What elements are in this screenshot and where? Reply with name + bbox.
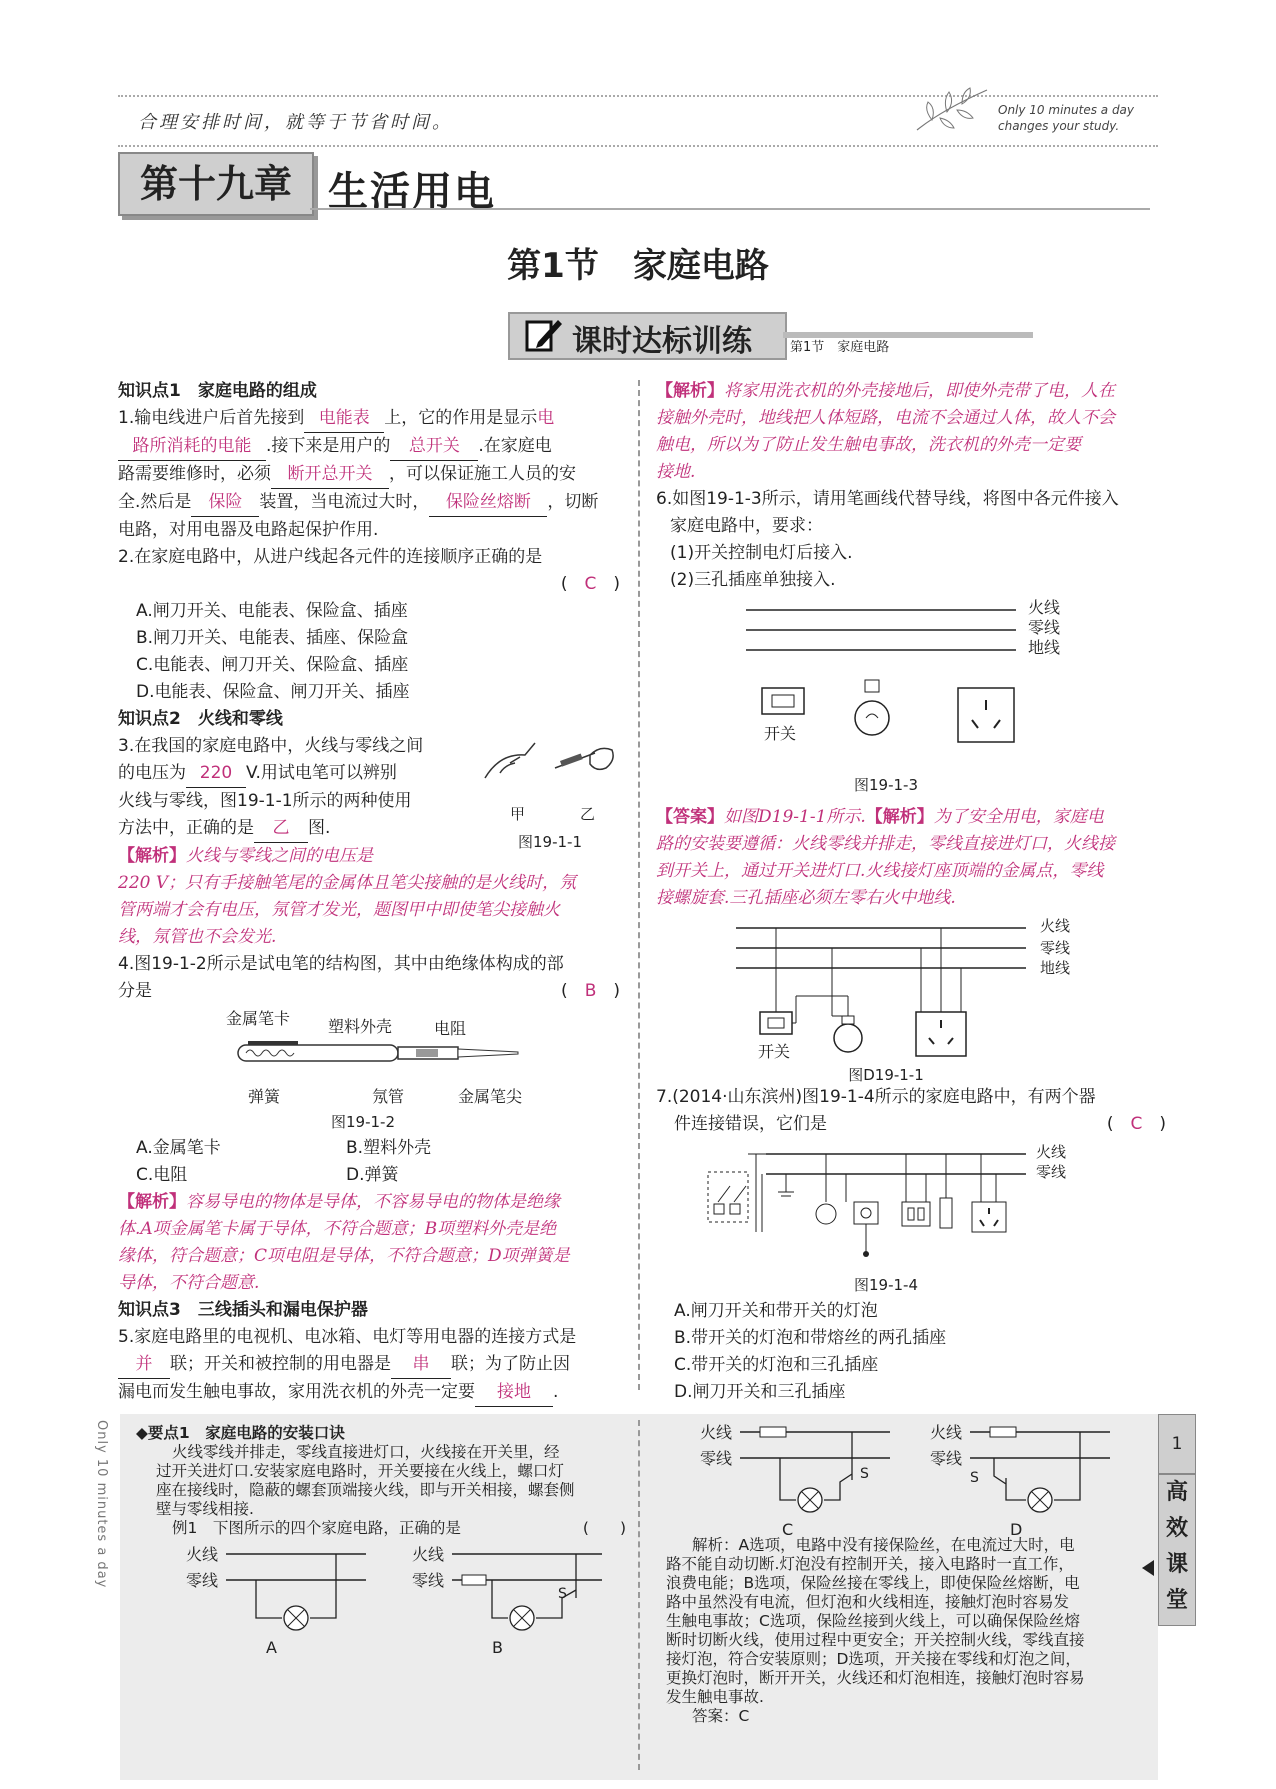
- knowledge-point-1: 知识点1 家庭电路的组成: [118, 381, 317, 401]
- bottom-right-analysis: 解析：A选项，电路中没有接保险丝，在电流过大时，电 路不能自动切断.灯泡没有控制开关，接入电路时一直工作， 浪费电能；B选项，保险丝接在零线上，即使保险丝熔断，电 路中虽然没有电流，但灯泡和火线相连，接触灯泡时容易发 生触电事故；C选项，保险丝接到火线上，可以确保保险丝熔 断时切断火线，使用过程中更安全；开关控制火线，零线直接 接灯泡，符合安装原则；D选项，开关接在零线和灯泡之间， 更换灯泡时，断开开关，火线还和灯泡相连，接触灯泡时容易 发生触电事故. 答案：C: [666, 1536, 1146, 1726]
- q2-option-b[interactable]: B.闸刀开关、电能表、插座、保险盒: [136, 628, 409, 648]
- fig4-label-live: 火线: [1036, 1143, 1067, 1161]
- tab-arrow-icon: [1142, 1560, 1154, 1576]
- q1-blank-3[interactable]: 总开关: [390, 433, 478, 461]
- fig-19-1-4-wiring: [706, 1142, 1036, 1272]
- fig-label-yi: 乙: [580, 805, 596, 823]
- q4-options-row-1: [118, 1135, 620, 1162]
- q4-options-row-2: [118, 1162, 620, 1189]
- q2-option-c[interactable]: C.电能表、闸刀开关、保险盒、插座: [136, 655, 409, 675]
- question-1: 1.输电线进户后首先接到 电能表 上，它的作用是显示电 路所消耗的电能 .接下来是用户的 总开关 .在家庭电 路需要维修时，必须 断开总开关 ，可以保证施工人员的安 全.然后是 保险 装置，当电流过大时， 保险丝熔断 ，切断 电路，对用电器及电路起保护作用.: [118, 405, 620, 544]
- q4-option-a[interactable]: A.金属笔卡: [136, 1138, 221, 1158]
- section-title: 第1节 家庭电路: [507, 246, 769, 286]
- fig-19-1-3-caption: 图19-1-3: [854, 776, 918, 794]
- bulb-icon: [852, 678, 892, 748]
- q7-answer: C: [1130, 1114, 1143, 1134]
- q3-blank-voltage[interactable]: 220: [186, 760, 246, 788]
- question-2: 2.在家庭电路中，从进户线起各元件的连接顺序正确的是: [118, 547, 543, 567]
- fig-19-1-4: [656, 1138, 1166, 1298]
- circuit-d[interactable]: 火线 零线 S D: [930, 1420, 1130, 1540]
- q5-blank-3[interactable]: 接地: [475, 1379, 553, 1407]
- left-column: 知识点1 家庭电路的组成 1.输电线进户后首先接到 电能表 上，它的作用是显示电 路所消耗的电能 .接下来是用户的 总开关 .在家庭电 路需要维修时，必须 断开总开关 ，可以保证施工人员的安 全.然后是 保险 装置，当电流过大时， 保险丝熔断 ，切断 电路，对用电器及电路起保护作用. 2.在家庭电路中，从进户线起各元件的连接顺序正确的是 ( C ) A.闸刀开关、电能表、保险盒、插座 B.闸刀开关、电能表、插座、保险盒 C.电能表、闸刀开关、保险盒、插座 D.电能表、保险盒、闸刀开关、插座 知识点2 火线和零线 3.在我国的家庭电路中，火线与零线之间 的电压为 220 V.用试电笔可以辨别 火线与零线，图19-1-1所示的两种使用 方法中，正确的是 乙 图. 甲 乙 图19-1-1 【解析】火线与零线之间的电压是 220 V；只有手接触笔尾的金属体且笔尖接触的是火线时，氖 管两端才会有电压，氖管才发光，题图甲中即使笔尖接触火 线，氖管也不会发光. 4.图19-1-2所示是试电笔的结构图，其中由绝缘体构成的部 分是 ( B ) 金属笔卡 塑料外壳 电阻 弹簧 氖管 金属笔尖 图19-1-2 A.金属笔卡 B.塑料外壳 C.电阻 D.弹簧 【解析】容易导电的物体是导体，不容易导电的物体是绝缘 体.A项金属笔卡属于导体，不符合题意；B项塑料外壳是绝 缘体，符合题意；C项电阻是导体，不符合题意；D项弹簧是 导体，不符合题意. 知识点3 三线插头和漏电保护器 5.家庭电路里的电视机、电冰箱、电灯等用电器的连接方式是 并 联；开关和被控制的用电器是 串 联；为了防止因 漏电而发生触电事故，家用洗衣机的外壳一定要 接地 .: [118, 378, 620, 1407]
- knowledge-point-3: 知识点3 三线插头和漏电保护器: [118, 1300, 368, 1320]
- banner-sub: 第1节 家庭电路: [790, 340, 890, 355]
- fig4-label-neutral: 零线: [1036, 1163, 1067, 1181]
- circuit-c-diagram: [740, 1420, 900, 1520]
- chapter-box: [118, 152, 314, 216]
- question-3: 3.在我国的家庭电路中，火线与零线之间 的电压为 220 V.用试电笔可以辨别 火线与零线，图19-1-1所示的两种使用 方法中，正确的是 乙 图. 甲 乙 图19-1-1 【解析】火线与零线之间的电压是 220 V；只有手接触笔尾的金属体且笔尖接触的是火线时，氖 管两端才会有电压，氖管才发光，题图甲中即使笔尖接触火 线，氖管也不会发光.: [118, 733, 620, 951]
- banner-title: 课时达标训练: [572, 324, 752, 359]
- example-1: 例1 下图所示的四个家庭电路，正确的是 ( ): [172, 1519, 626, 1537]
- circuit-a[interactable]: 火线 零线 A: [186, 1542, 376, 1652]
- label-neon-tube: 氖管: [372, 1087, 405, 1106]
- fig-d19-1-1-caption: 图D19-1-1: [848, 1066, 924, 1084]
- q4-option-b[interactable]: B.塑料外壳: [346, 1138, 432, 1158]
- question-5: 5.家庭电路里的电视机、电冰箱、电灯等用电器的连接方式是 并 联；开关和被控制的用电器是 串 联；为了防止因 漏电而发生触电事故，家用洗衣机的外壳一定要 接地 .: [118, 1324, 620, 1407]
- q3-blank-answer[interactable]: 乙: [254, 815, 308, 843]
- label-neutral-wire: 零线: [1028, 618, 1061, 637]
- q2-option-a[interactable]: A.闸刀开关、电能表、保险盒、插座: [136, 601, 408, 621]
- fig-19-1-3: [656, 594, 1166, 804]
- switch-icon: [760, 686, 806, 716]
- q4-answer-line: 分是 ( B ): [118, 981, 620, 1001]
- q7-option-b[interactable]: B.带开关的灯泡和带熔丝的两孔插座: [674, 1328, 947, 1348]
- q1-blank-4[interactable]: 断开总开关: [271, 461, 389, 489]
- d-label-ground: 地线: [1040, 959, 1071, 977]
- fig-19-1-3-lines: [746, 604, 1016, 654]
- side-vertical-text: Only 10 minutes a day: [94, 1420, 109, 1589]
- label-ground-wire: 地线: [1028, 638, 1061, 657]
- q2-option-d[interactable]: D.电能表、保险盒、闸刀开关、插座: [136, 682, 410, 702]
- knowledge-point-2: 知识点2 火线和零线: [118, 709, 283, 729]
- side-tab: 高 效 课 堂: [1158, 1474, 1196, 1626]
- circuit-d-label: D: [1010, 1520, 1023, 1539]
- question-6: 6.如图19-1-3所示，请用笔画线代替导线，将图中各元件接入: [656, 489, 1119, 509]
- fig-19-1-2-caption: 图19-1-2: [331, 1113, 395, 1131]
- q7-option-c[interactable]: C.带开关的灯泡和三孔插座: [674, 1355, 879, 1375]
- fig-19-1-4-caption: 图19-1-4: [854, 1276, 918, 1294]
- q7-option-a[interactable]: A.闸刀开关和带开关的灯泡: [674, 1301, 878, 1321]
- column-divider: [638, 380, 640, 1390]
- q5-blank-2[interactable]: 串: [391, 1351, 451, 1379]
- fig-label-jia: 甲: [510, 805, 526, 823]
- chapter-rule: [310, 208, 1150, 210]
- q4-option-d[interactable]: D.弹簧: [346, 1165, 399, 1185]
- test-pen-drawing: [228, 1033, 528, 1073]
- circuit-d-diagram: [970, 1420, 1120, 1520]
- label-live-wire: 火线: [1028, 598, 1061, 617]
- circuit-c-label: C: [782, 1520, 794, 1539]
- d-label-live: 火线: [1040, 917, 1071, 935]
- banner: [508, 312, 787, 360]
- circuit-a-label: A: [266, 1638, 277, 1657]
- q1-blank-6[interactable]: 保险丝熔断: [429, 489, 547, 517]
- circuit-a-diagram: [226, 1542, 376, 1632]
- banner-rule: [783, 332, 1033, 338]
- fig-d19-1-1: [656, 912, 1166, 1084]
- fig-19-1-1-caption: 图19-1-1: [518, 833, 582, 851]
- header-slogan-1: Only 10 minutes a day: [998, 103, 1135, 117]
- header-motto: 合理安排时间，就等于节省时间。: [138, 112, 453, 133]
- label-spring: 弹簧: [248, 1087, 281, 1106]
- leaf-decoration-icon: [912, 80, 992, 140]
- d-label-neutral: 零线: [1040, 939, 1071, 957]
- d-label-switch: 开关: [758, 1042, 791, 1061]
- label-plastic-shell: 塑料外壳: [328, 1017, 393, 1036]
- key-point-1: ◆要点1 家庭电路的安装口诀: [136, 1424, 345, 1442]
- label-switch: 开关: [764, 724, 797, 743]
- q1-blank-2[interactable]: 路所消耗的电能: [118, 433, 266, 461]
- q2-answer: C: [584, 574, 597, 594]
- example-answer: 答案：C: [692, 1707, 750, 1725]
- q1-blank-1[interactable]: 电能表: [304, 405, 384, 433]
- label-metal-clip: 金属笔卡: [226, 1009, 291, 1028]
- header-slogan-2: changes your study.: [998, 119, 1120, 133]
- chapter-label: 第十九章: [139, 162, 292, 206]
- page-number-box: [1158, 1414, 1196, 1474]
- q2-answer-line: ( C ): [560, 574, 620, 594]
- question-4: 4.图19-1-2所示是试电笔的结构图，其中由绝缘体构成的部: [118, 954, 564, 974]
- label-metal-tip: 金属笔尖: [458, 1087, 523, 1106]
- q4-option-c[interactable]: C.电阻: [136, 1165, 188, 1185]
- bottom-left: ◆要点1 家庭电路的安装口诀 火线零线并排走，零线直接进灯口，火线接在开关里，经 过开关进灯口.安装家庭电路时，开关要接在火线上，螺口灯 座在接线时，隐蔽的螺套顶端接火线，即与开关相接，螺套侧 壁与零线相接. 例1 下图所示的四个家庭电路，正确的是 ( ): [136, 1424, 626, 1537]
- question-7: 7.(2014·山东滨州)图19-1-4所示的家庭电路中，有两个器: [656, 1087, 1096, 1107]
- three-hole-socket-icon: [956, 686, 1016, 744]
- q5-analysis: 【解析】将家用洗衣机的外壳接地后，即使外壳带了电，人在: [656, 381, 1115, 401]
- circuit-c[interactable]: 火线 零线 S C: [700, 1420, 900, 1540]
- circuit-b-diagram: [452, 1542, 612, 1632]
- pencil-note-icon: [524, 316, 564, 356]
- label-resistor: 电阻: [434, 1019, 467, 1038]
- q7-option-d[interactable]: D.闸刀开关和三孔插座: [674, 1382, 846, 1402]
- test-pen-structure-figure: [118, 1005, 620, 1135]
- q4-answer: B: [584, 981, 597, 1001]
- right-column: 【解析】将家用洗衣机的外壳接地后，即使外壳带了电，人在 接触外壳时，地线把人体短路，电流不会通过人体，故人不会 触电，所以为了防止发生触电事故，洗衣机的外壳一定要 接地. 6.如图19-1-3所示，请用笔画线代替导线，将图中各元件接入 家庭电路中，要求： (1)开关控制电灯后接入. (2)三孔插座单独接入. 火线 零线 地线 开关 图19-1-3 【答案】如图D19-1-1所示.【解析】为了安全用电，家庭电 路的安装要遵循：火线零线并排走，零线直接进灯口，火线接 到开关上，通过开关进灯口.火线接灯座顶端的金属点，零线 接螺旋套.三孔插座必须左零右火中地线. 火线 零线 地线 开关 图D19-1-1 7.(2014·山东滨州)图19-1-4所示的家庭电路中，有两个器 件连接错误，它们是 ( C ) 火线 零线 图19-1-4 A.闸刀开关和带开关的灯泡 B.带开关的灯泡和带熔丝的两孔插座 C.带开关的灯泡和三孔插座 D.闸刀开关和三孔插座: [656, 378, 1166, 1406]
- chapter-title: 生活用电: [328, 169, 496, 215]
- q6-answer: 【答案】如图D19-1-1所示.【解析】为了安全用电，家庭电: [656, 807, 1104, 827]
- bottom-divider: [638, 1420, 640, 1770]
- page-number: 1: [1171, 1434, 1183, 1454]
- q7-answer-line: 件连接错误，它们是 ( C ): [674, 1114, 1166, 1134]
- circuit-b[interactable]: 火线 零线 S B: [412, 1542, 612, 1652]
- circuit-b-label: B: [492, 1638, 503, 1657]
- q1-blank-5[interactable]: 保险: [191, 489, 259, 517]
- q4-analysis: 【解析】容易导电的物体是导体，不容易导电的物体是绝缘: [118, 1192, 560, 1212]
- test-pen-hands-figure: [480, 733, 620, 793]
- q5-blank-1[interactable]: 并: [118, 1351, 170, 1379]
